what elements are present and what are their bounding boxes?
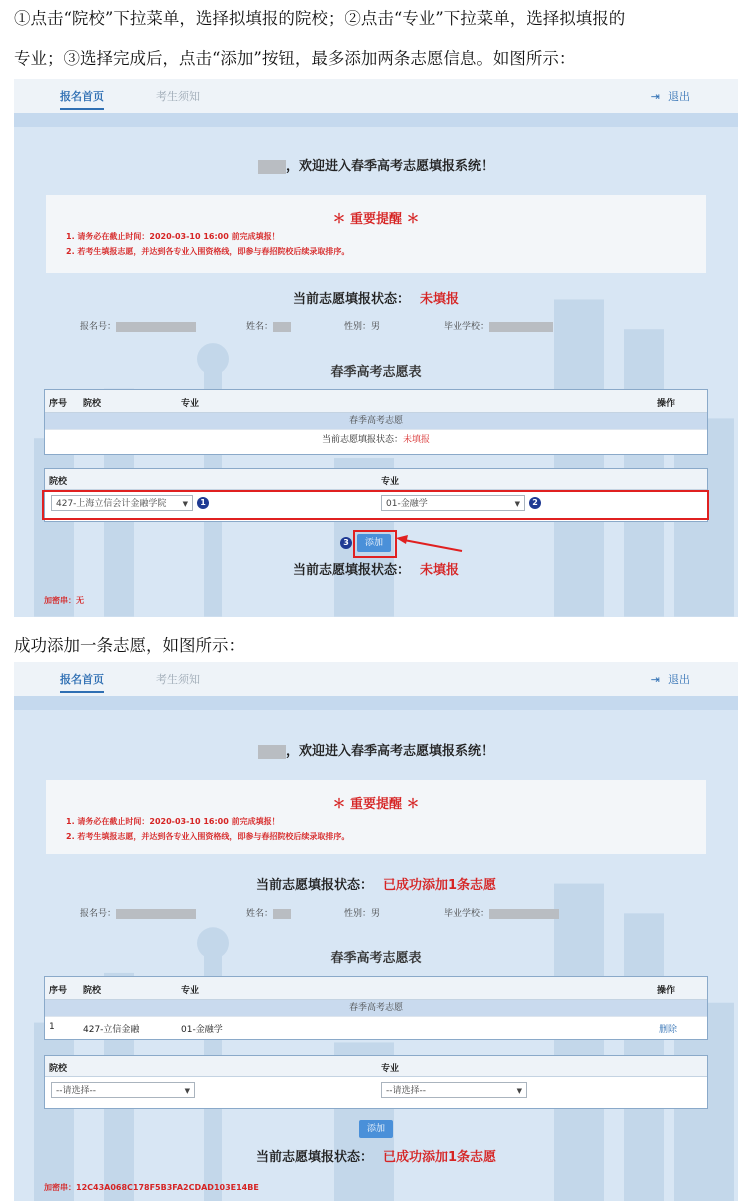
col-no: 序号 [49,986,68,996]
col-op: 操作 [657,986,676,996]
notice-box [46,780,706,854]
add-button[interactable]: 添加 [357,534,391,552]
school-label: 毕业学校： [444,906,559,919]
fill-status-bottom [14,1146,738,1165]
doc-paragraph-middle: 成功添加一条志愿，如图所示： [14,636,245,655]
col-op: 操作 [657,399,676,409]
notice-line-2: 2. 若考生填报志愿，并达到各专业入围资格线，即参与春招院校后续录取排序。 [66,247,350,256]
logout-icon: ⇥ [650,90,660,103]
row-major: 01-金融学 [181,1025,223,1035]
select-header [45,1056,707,1077]
group-row: 春季高考志愿 [45,1000,707,1016]
screenshot-before-add [14,79,738,617]
doc-paragraph-line1: ①点击“院校”下拉菜单，选择拟填报的院校；②点击“专业”下拉菜单，选择拟填报的 [14,9,626,28]
name-label: 姓名： [246,319,291,332]
tab-notice[interactable]: 考生须知 [156,90,200,103]
table-header [45,390,707,413]
col-major: 专业 [181,399,200,409]
row-school: 427-立信金融 [83,1025,140,1035]
welcome-title [14,155,738,174]
row-no: 1 [49,1022,55,1032]
school-value-redacted [489,322,553,332]
status-label: 当前志愿填报状态： [255,1150,373,1165]
notice-title: ＊ 重要提醒 ＊ [332,212,420,227]
encrypted-string: 加密串：无 [44,596,84,605]
group-row: 春季高考志愿 [45,413,707,429]
status-value: 已成功添加1条志愿 [382,1150,497,1165]
gender-label: 性别：男 [344,909,381,919]
name-value-redacted [273,322,291,332]
name-value-redacted [273,909,291,919]
chevron-down-icon: ▼ [516,1087,522,1095]
chevron-down-icon: ▼ [182,500,188,508]
school-dropdown-value: 427-上海立信会计金融学院 [56,499,167,509]
step-marker-3: 3 [340,537,352,549]
row-status-value: 未填报 [403,435,431,445]
logout-label: 退出 [668,673,690,686]
header-band [14,113,738,127]
name-label: 姓名： [246,906,291,919]
select-header [45,469,707,490]
col-major: 专业 [181,986,200,996]
logout-button[interactable] [651,88,690,104]
header-band [14,696,738,710]
select-school-label: 院校 [49,1064,68,1074]
fill-status [14,288,738,307]
preference-table [44,389,708,455]
top-nav [14,662,738,697]
table-title: 春季高考志愿表 [330,365,422,380]
chevron-down-icon: ▼ [184,1087,190,1095]
col-school: 院校 [83,986,102,996]
name-redacted [258,745,286,759]
table-title: 春季高考志愿表 [330,951,422,966]
reg-no-label: 报名号： [80,906,196,919]
major-dropdown-value: 01-金融学 [386,499,428,509]
arrow-pointer [396,535,464,553]
status-label: 当前志愿填报状态： [292,292,410,307]
school-value-redacted [489,909,559,919]
select-highlight-box [42,490,709,520]
status-value: 未填报 [420,563,460,578]
screenshot-after-add [14,662,738,1201]
school-dropdown-value: --请选择-- [56,1086,96,1096]
select-panel [44,1055,708,1109]
logout-icon: ⇥ [650,673,660,686]
add-button[interactable]: 添加 [359,1120,393,1138]
logout-label: 退出 [668,90,690,103]
col-no: 序号 [49,399,68,409]
welcome-text: ，欢迎进入春季高考志愿填报系统！ [285,744,494,759]
chevron-down-icon: ▼ [514,500,520,508]
status-row [45,429,707,450]
select-major-label: 专业 [381,1064,400,1074]
fill-status-bottom [14,559,738,578]
welcome-title [14,740,738,759]
delete-link[interactable]: 删除 [659,1025,678,1035]
logout-button[interactable] [651,671,690,687]
notice-line-1: 1. 请务必在截止时间：2020-03-10 16:00 前完成填报！ [66,232,280,241]
gender-label: 性别：男 [344,322,381,332]
status-label: 当前志愿填报状态： [255,878,373,893]
step-marker-1: 1 [197,497,209,509]
step-marker-2: 2 [529,497,541,509]
notice-line-2: 2. 若考生填报志愿，并达到各专业入围资格线，即参与春招院校后续录取排序。 [66,832,350,841]
status-value: 未填报 [420,292,460,307]
table-row [45,1016,707,1037]
major-dropdown[interactable] [381,1082,527,1098]
school-dropdown[interactable] [51,1082,195,1098]
top-nav [14,79,738,114]
fill-status [14,874,738,893]
reg-no-redacted [116,322,196,332]
status-label: 当前志愿填报状态： [292,563,410,578]
add-highlight-box [353,530,397,558]
table-header [45,977,707,1000]
notice-line-1: 1. 请务必在截止时间：2020-03-10 16:00 前完成填报！ [66,817,280,826]
tab-home[interactable]: 报名首页 [60,673,104,686]
tab-notice[interactable]: 考生须知 [156,673,200,686]
select-major-label: 专业 [381,477,400,487]
encrypted-string: 加密串：12C43A068C178F5B3FA2CDAD103E14BE [44,1183,259,1192]
reg-no-redacted [116,909,196,919]
major-dropdown-value: --请选择-- [386,1086,426,1096]
reg-no-label: 报名号： [80,319,196,332]
col-school: 院校 [83,399,102,409]
preference-table [44,976,708,1040]
tab-home[interactable]: 报名首页 [60,90,104,103]
doc-paragraph-line2: 专业；③选择完成后，点击“添加”按钮，最多添加两条志愿信息。如图所示： [14,49,576,68]
welcome-text: ，欢迎进入春季高考志愿填报系统！ [285,159,494,174]
notice-box [46,195,706,273]
row-status-label: 当前志愿填报状态： [321,435,403,445]
school-label: 毕业学校： [444,319,553,332]
status-value: 已成功添加1条志愿 [382,878,497,893]
notice-title: ＊ 重要提醒 ＊ [332,797,420,812]
name-redacted [258,160,286,174]
select-school-label: 院校 [49,477,68,487]
